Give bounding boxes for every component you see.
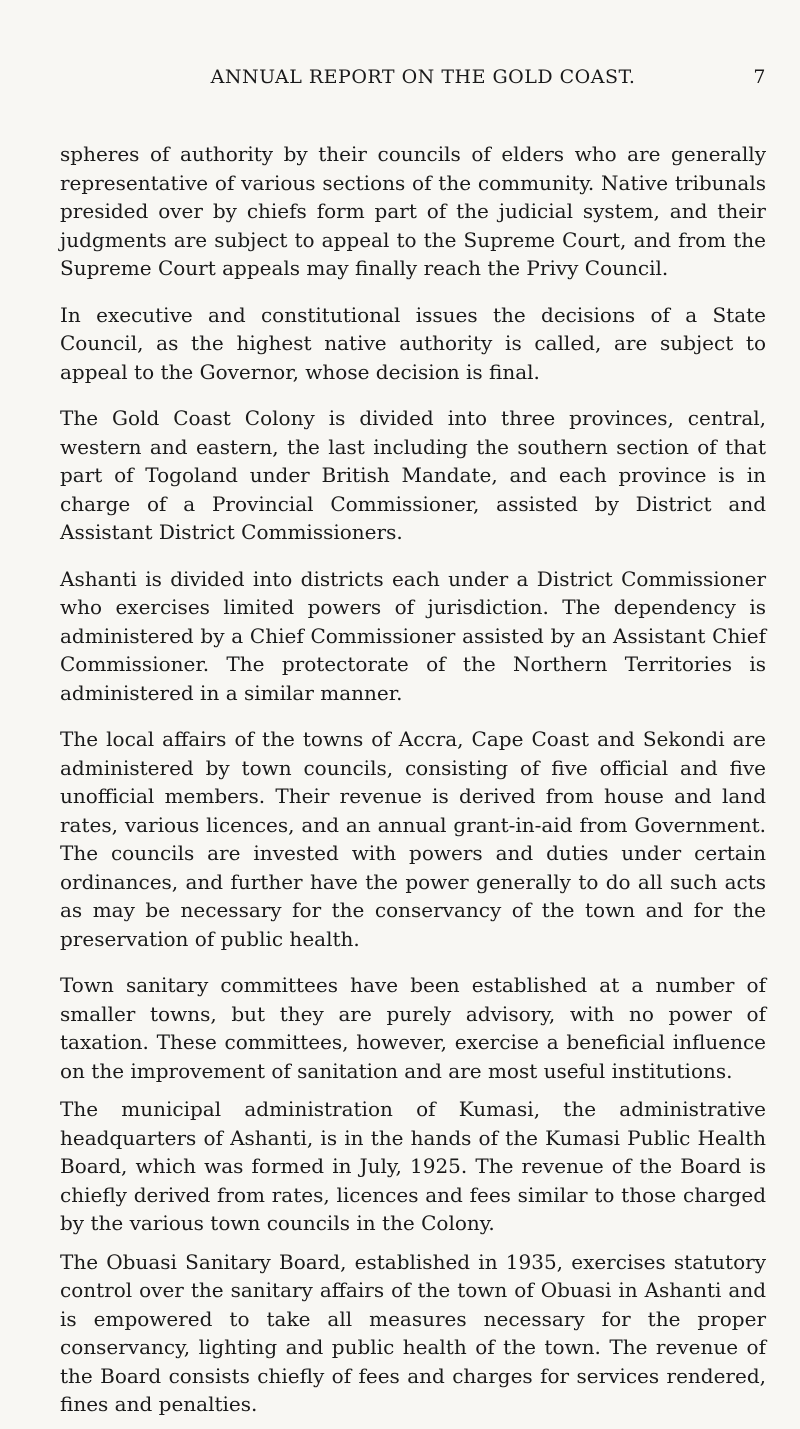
paragraph-sanitary-committees: Town sanitary committees have been established at a number of smaller towns, but they are purely advisory, with no power of taxation. These committees, however, exercise a beneficial influence on the improvement of sanitation and are most useful institutions.: [60, 973, 766, 1083]
page-number: 7: [753, 66, 766, 88]
paragraph-obuasi-sanitary-board: The Obuasi Sanitary Board, established in 1935, exercises statutory control over the sanitary affairs of the town of Obuasi in Ashanti and is empowered to take all measures necessary for the proper conservancy, lighting and public health of the town. The revenue of the Board consists chiefly of fees and charges for services rendered, fines and penalties.: [60, 1249, 766, 1416]
paragraph-gold-coast-provinces: The Gold Coast Colony is divided into three provinces, central, western and eastern, the last including the southern section of that part of Togoland under British Mandate, and each province is in charge of a Provincial Commissioner, assisted by District and Assistant District Commissioners.: [60, 406, 766, 544]
running-header: [60, 58, 766, 98]
paragraph-state-council: In executive and constitutional issues the decisions of a State Council, as the highest native authority is called, are subject to appeal to the Governor, whose decision is final.: [60, 302, 766, 384]
paragraph-councils-of-elders: spheres of authority by their councils of elders who are generally representative of various sections of the community. Native tribunals presided over by chiefs form part of the judicial system, and their judgments are subject to appeal to the Supreme Court, and from the Supreme Court appeals may finally reach the Privy Council.: [60, 142, 766, 280]
paragraph-town-councils: The local affairs of the towns of Accra, Cape Coast and Sekondi are administered by town councils, consisting of five official and five unofficial members. Their revenue is derived from house and land rates, various licences, and an annual grant-in-aid from Government. The councils are invested with powers and duties under certain ordinances, and further have the power generally to do all such acts as may be necessary for the conservancy of the town and for the preservation of public health.: [60, 727, 766, 951]
body-text: [60, 140, 766, 1419]
paragraph-ashanti-districts: Ashanti is divided into districts each under a District Commissioner who exercises limited powers of jurisdiction. The dependency is administered by a Chief Commissioner assisted by an Assistant Chief Commissioner. The protectorate of the Northern Territories is administered in a similar manner.: [60, 566, 766, 705]
paragraph-kumasi-administration: The municipal administration of Kumasi, the administrative headquarters of Ashanti, is in the hands of the Kumasi Public Health Board, which was formed in July, 1925. The revenue of the Board is chiefly derived from rates, licences and fees similar to those charged by the various town councils in the Colony.: [60, 1097, 766, 1235]
running-title: ANNUAL REPORT ON THE GOLD COAST.: [210, 66, 636, 88]
document-page: [60, 58, 766, 1429]
